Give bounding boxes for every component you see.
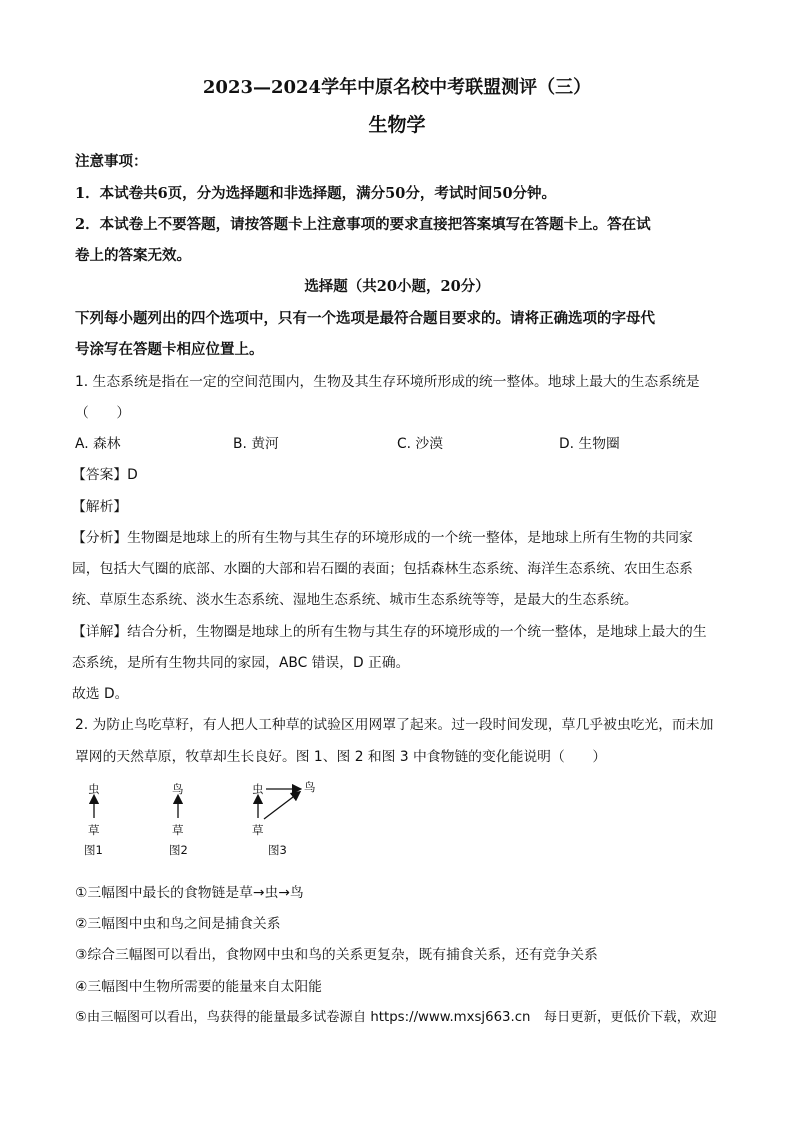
q1-analysis-label: 【解析】: [72, 499, 128, 515]
q1-stem-line-1: 1. 生态系统是指在一定的空间范围内，生物及其生存环境所形成的统一整体。地球上最大的生态系统是: [75, 374, 700, 390]
q2-statement-5: ⑤由三幅图可以看出，鸟获得的能量最多试卷源自 https://www.mxsj663.cn 每日更新，更低价下载，欢迎: [75, 1010, 717, 1025]
fig1-bottom-label: 草: [88, 823, 100, 837]
fig2-caption: 图2: [169, 843, 188, 857]
fig3-top-right-label: 鸟: [304, 780, 316, 794]
q1-detail-line-2: 态系统，是所有生物共同的家园，ABC 错误，D 正确。: [72, 655, 410, 671]
fig2-bottom-label: 草: [172, 823, 184, 837]
subject-title: 生物学: [368, 114, 426, 136]
fig2-top-label: 鸟: [172, 782, 184, 796]
q2-statement-4: ④三幅图中生物所需要的能量来自太阳能: [75, 979, 322, 995]
fig3-top-left-label: 虫: [252, 782, 264, 796]
q1-option-b: B. 黄河: [233, 436, 279, 452]
section-instruction-line-1: 下列每小题列出的四个选项中，只有一个选项是最符合题目要求的。请将正确选项的字母代: [75, 310, 655, 327]
q1-analysis-line-2: 园，包括大气圈的底部、水圈的大部和岩石圈的表面；包括森林生态系统、海洋生态系统、农田生态系: [72, 561, 693, 577]
fig1-caption: 图1: [84, 843, 103, 857]
fig3-arrow-grass-bird: [264, 794, 297, 819]
notice-item-2-line-1: 2．本试卷上不要答题，请按答题卡上注意事项的要求直接把答案填写在答题卡上。答在试: [75, 216, 651, 233]
food-chain-figure: [78, 778, 338, 860]
q1-answer: 【答案】D: [72, 467, 138, 483]
q1-option-a: A. 森林: [75, 436, 121, 452]
q2-stem-line-1: 2. 为防止鸟吃草籽，有人把人工种草的试验区用网罩了起来。过一段时间发现，草几乎被虫吃光，而未加: [75, 717, 714, 733]
q1-detail-line-1: 【详解】结合分析，生物圈是地球上的所有生物与其生存的环境形成的一个统一整体，是地球上最大的生: [72, 624, 707, 640]
q1-stem-line-2: （ ）: [75, 405, 131, 421]
notice-item-2-line-2: 卷上的答案无效。: [75, 247, 191, 264]
q2-statement-2: ②三幅图中虫和鸟之间是捕食关系: [75, 916, 281, 932]
q2-statement-3: ③综合三幅图可以看出，食物网中虫和鸟的关系更复杂，既有捕食关系，还有竞争关系: [75, 947, 598, 963]
notice-heading: 注意事项：: [75, 153, 148, 170]
q1-analysis-line-1: 【分析】生物圈是地球上的所有生物与其生存的环境形成的一个统一整体，是地球上所有生物的共同家: [72, 530, 693, 546]
section-title: 选择题（共20小题，20分）: [304, 278, 490, 295]
fig3-bottom-label: 草: [252, 823, 264, 837]
fig1-top-label: 虫: [88, 782, 100, 796]
q2-statement-1: ①三幅图中最长的食物链是草→虫→鸟: [75, 885, 304, 901]
section-instruction-line-2: 号涂写在答题卡相应位置上。: [75, 341, 264, 358]
q1-option-c: C. 沙漠: [397, 436, 443, 452]
fig3-caption: 图3: [268, 843, 287, 857]
exam-title: 2023—2024学年中原名校中考联盟测评（三）: [202, 77, 592, 98]
q1-analysis-line-3: 统、草原生态系统、淡水生态系统、湿地生态系统、城市生态系统等等，是最大的生态系统。: [72, 592, 638, 608]
q2-stem-line-2: 罩网的天然草原，牧草却生长良好。图 1、图 2 和图 3 中食物链的变化能说明（ ）: [75, 749, 607, 765]
q1-conclusion: 故选 D。: [72, 686, 129, 702]
q1-option-d: D. 生物圈: [559, 436, 620, 452]
notice-item-1: 1．本试卷共6页，分为选择题和非选择题，满分50分，考试时间50分钟。: [75, 185, 557, 202]
